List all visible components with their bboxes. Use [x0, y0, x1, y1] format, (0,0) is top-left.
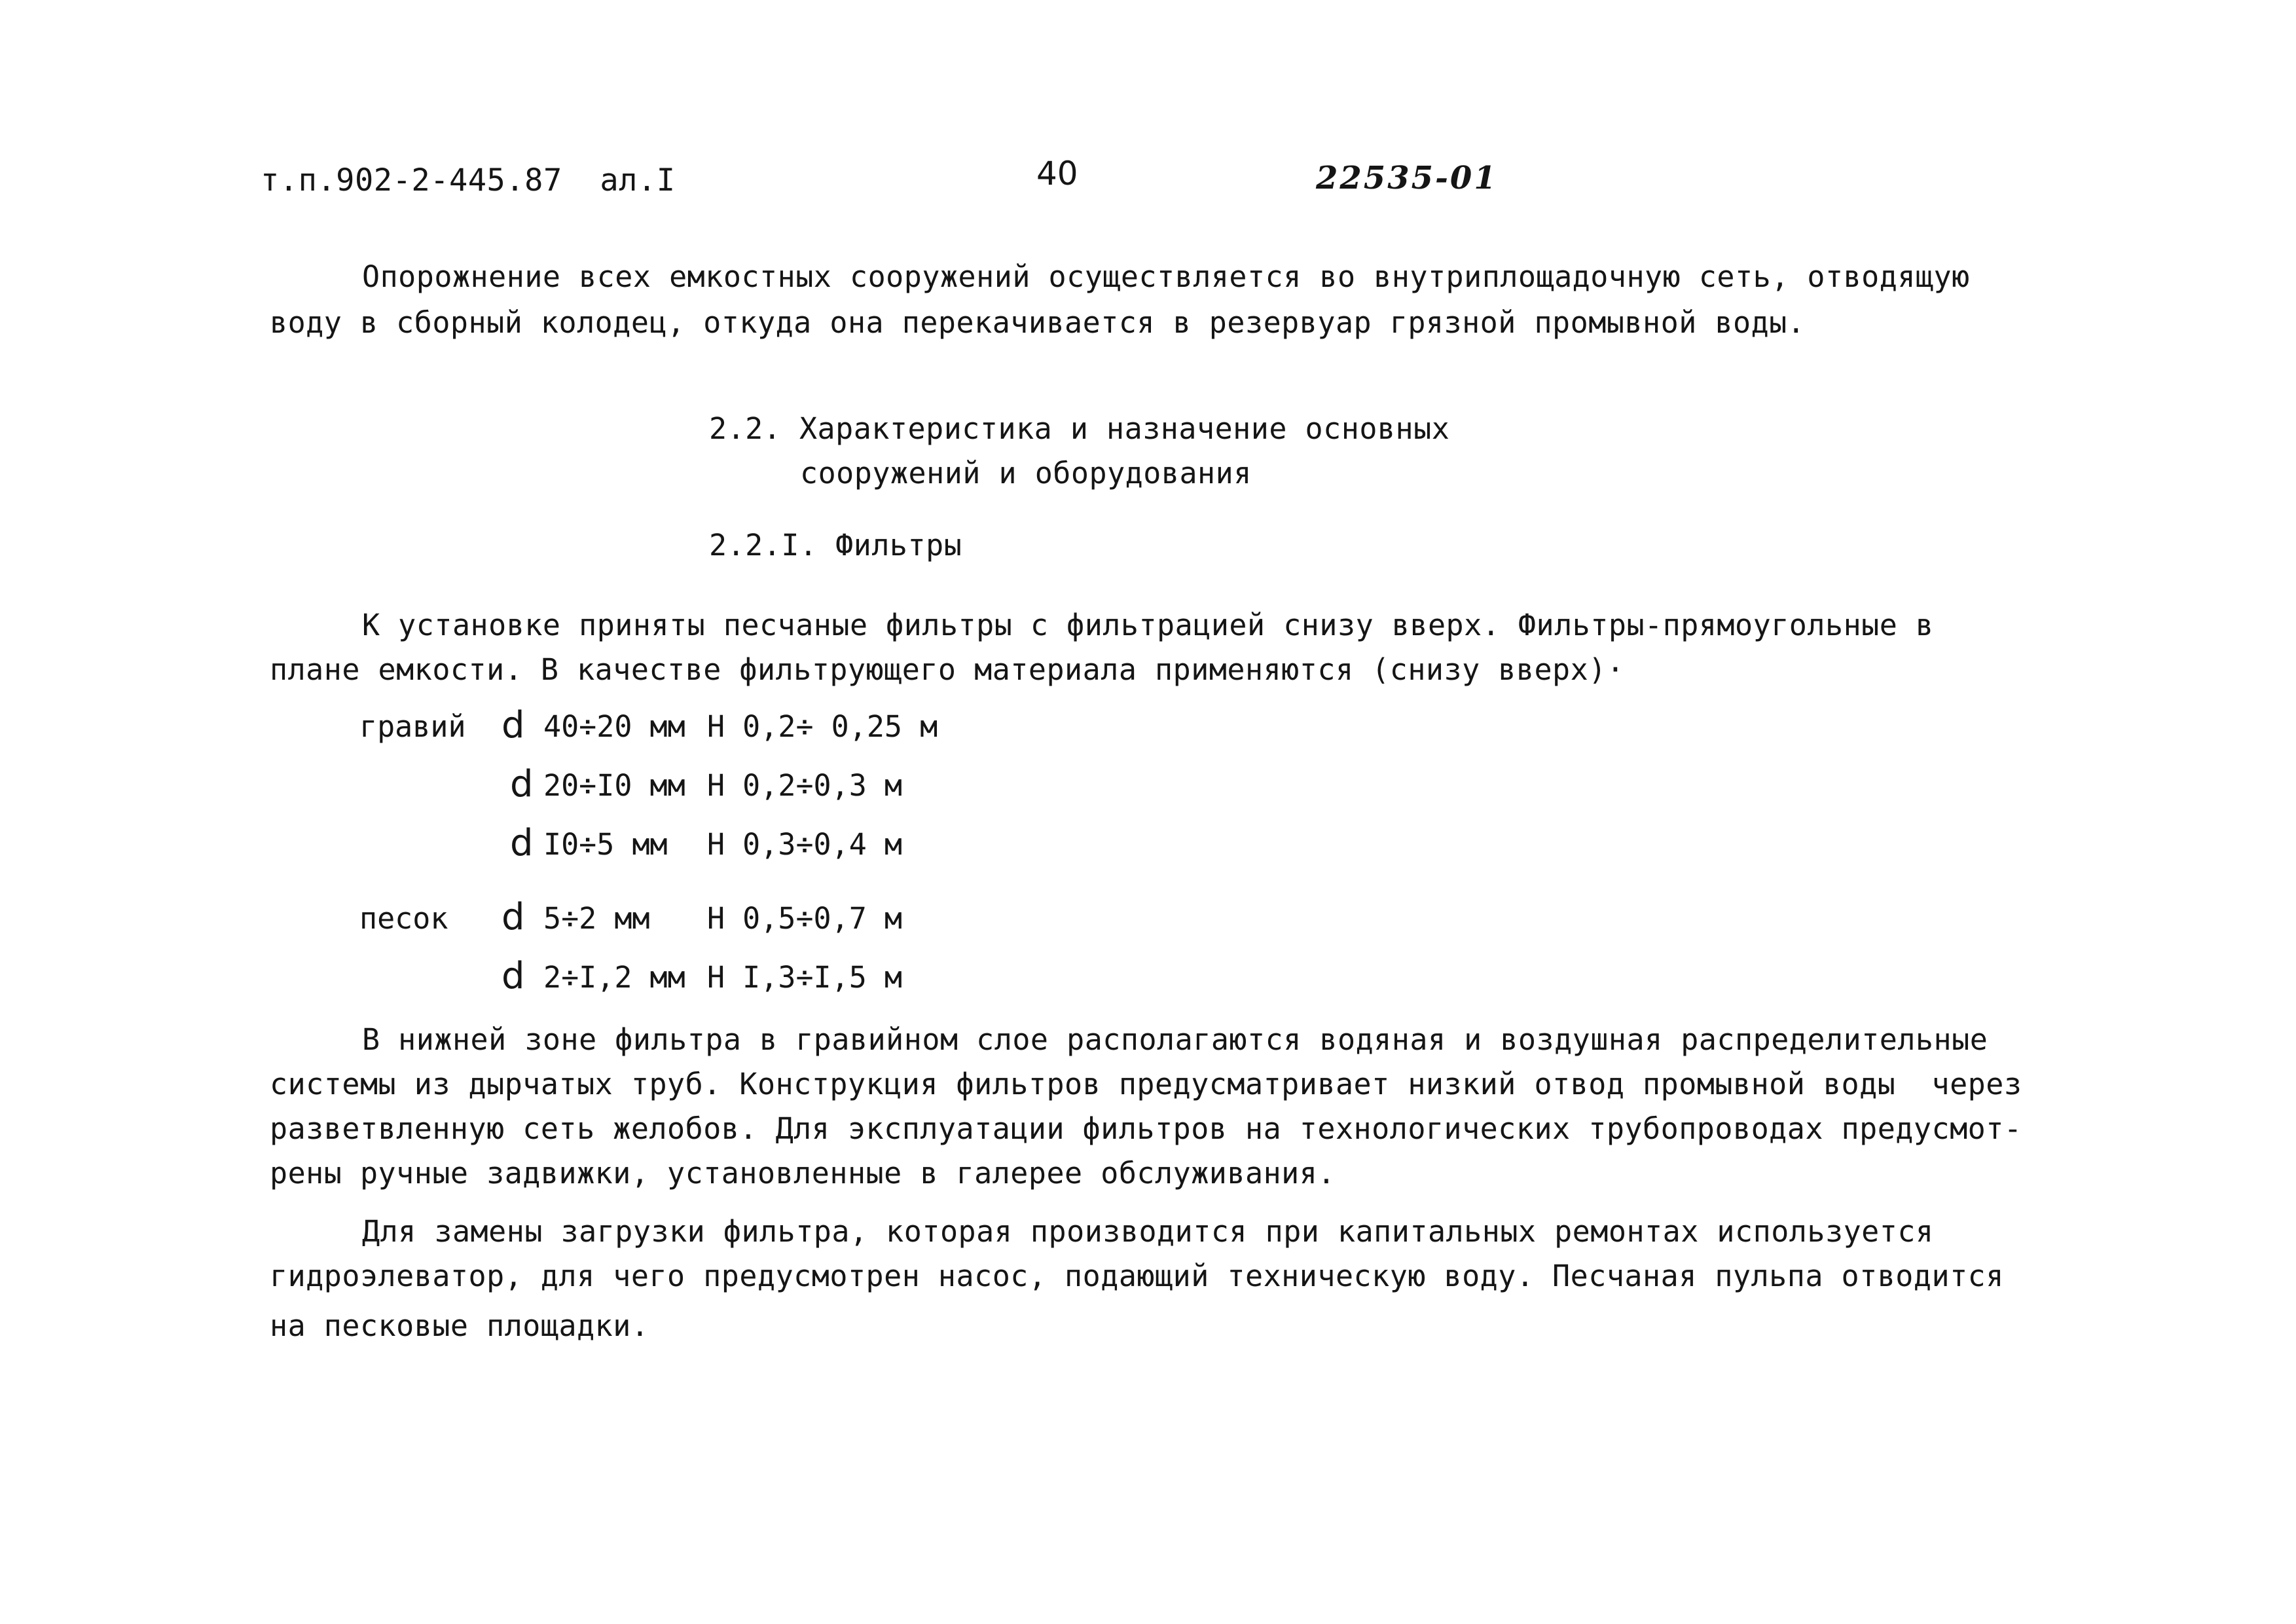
diameter-symbol: d	[501, 896, 525, 938]
diameter-symbol: d	[510, 822, 534, 864]
diameter-symbol: d	[501, 955, 525, 997]
material-name: песок	[359, 901, 448, 936]
para2-line-4: рены ручные задвижки, установленные в галерее обслуживания.	[270, 1156, 1336, 1190]
handwritten-code: 22535-01	[1316, 160, 1498, 196]
grain-size: 40÷20 мм	[543, 709, 685, 744]
document-reference: т.п.902-2-445.87 ал.I	[261, 162, 676, 198]
para2-line-3: разветвленную сеть желобов. Для эксплуатации фильтров на технологических трубопроводах предусмот-	[270, 1111, 2022, 1146]
para2-line-2: системы из дырчатых труб. Конструкция фильтров предусматривает низкий отвод промывной воды через	[270, 1067, 2022, 1101]
intro-line-1: Опорожнение всех емкостных сооружений осуществляется во внутриплощадочную сеть, отводящую	[362, 259, 1970, 294]
para3-line-3: на песковые площадки.	[270, 1308, 649, 1343]
grain-size: 5÷2 мм	[543, 901, 650, 936]
grain-size: 20÷I0 мм	[543, 768, 685, 803]
layer-height: Н 0,5÷0,7 м	[707, 901, 903, 936]
layer-height: Н 0,2÷ 0,25 м	[707, 709, 938, 744]
diameter-symbol: d	[501, 704, 525, 747]
layer-height: Н 0,2÷0,3 м	[707, 768, 903, 803]
page-number: 40	[1036, 155, 1078, 193]
para1-line-2: плане емкости. В качестве фильтрующего материала применяются (снизу вверх)·	[270, 652, 1625, 687]
grain-size: 2÷I,2 мм	[543, 960, 685, 995]
section-title-line-1: 2.2. Характеристика и назначение основных	[709, 411, 1450, 446]
layer-height: Н I,3÷I,5 м	[707, 960, 903, 995]
material-name: гравий	[359, 709, 466, 744]
subsection-title: 2.2.I. Фильтры	[709, 528, 962, 563]
para1-line-1: К установке приняты песчаные фильтры с фильтрацией снизу вверх. Фильтры-прямоугольные в	[362, 608, 1934, 642]
para3-line-1: Для замены загрузки фильтра, которая производится при капитальных ремонтах используется	[362, 1214, 1934, 1249]
para2-line-1: В нижней зоне фильтра в гравийном слое располагаются водяная и воздушная распределительные	[362, 1022, 1988, 1057]
layer-height: Н 0,3÷0,4 м	[707, 827, 903, 862]
section-title-line-2: сооружений и оборудования	[800, 456, 1252, 490]
grain-size: I0÷5 мм	[543, 827, 668, 862]
intro-line-2: воду в сборный колодец, откуда она перекачивается в резервуар грязной промывной воды.	[270, 305, 1806, 340]
para3-line-2: гидроэлеватор, для чего предусмотрен насос, подающий техническую воду. Песчаная пульпа отводится	[270, 1259, 2004, 1293]
diameter-symbol: d	[510, 763, 534, 805]
